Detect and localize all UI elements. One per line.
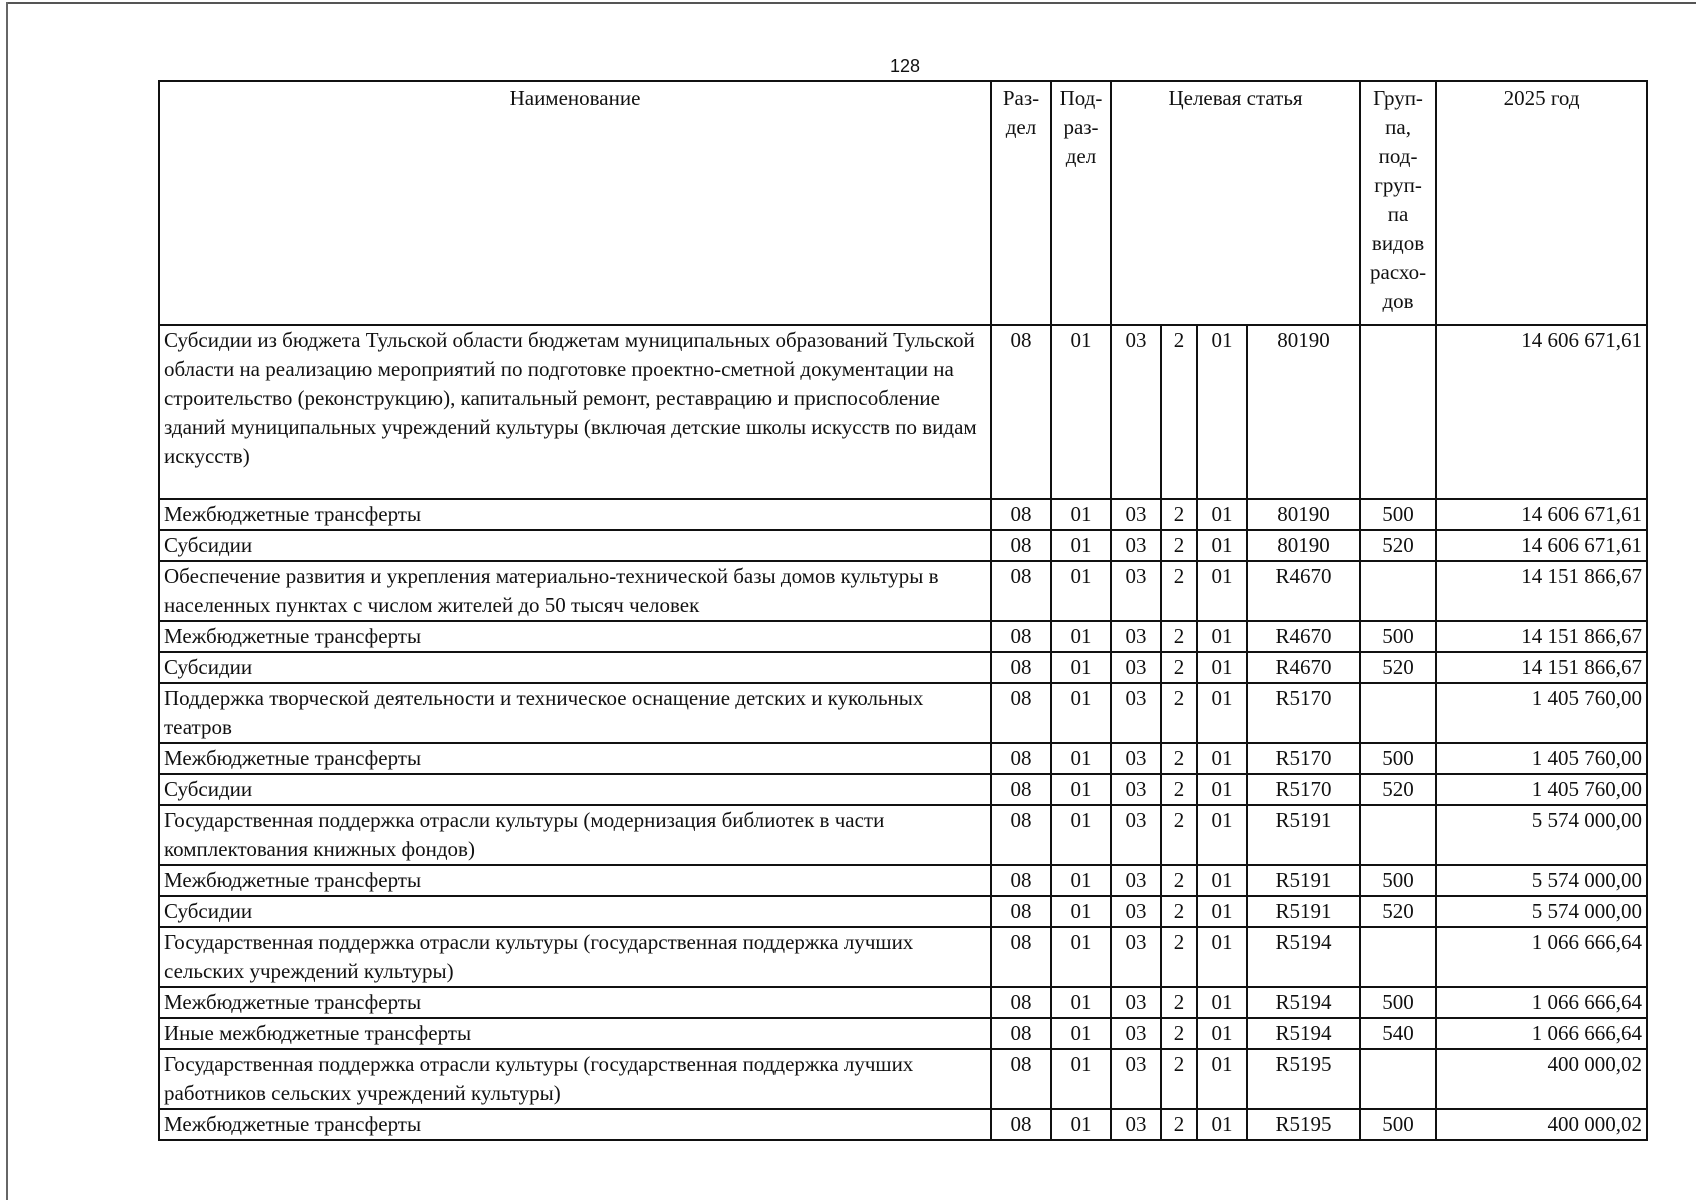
header-podrazdel: Под- раз- дел [1051,81,1111,325]
row-target-type: 2 [1161,621,1197,652]
row-target-program: 03 [1111,1018,1161,1049]
row-name: Межбюджетные трансферты [159,1109,991,1140]
table-body [159,325,1647,1140]
row-name: Иные межбюджетные трансферты [159,1018,991,1049]
row-amount: 1 405 760,00 [1436,743,1647,774]
row-razdel: 08 [991,683,1051,743]
table-row [159,325,1647,499]
row-razdel: 08 [991,652,1051,683]
row-target-type: 2 [1161,927,1197,987]
row-razdel: 08 [991,896,1051,927]
row-target-type: 2 [1161,325,1197,499]
row-target-direction: R5170 [1247,774,1360,805]
row-target-subprogram: 01 [1197,621,1247,652]
table-header-row [159,81,1647,325]
row-target-subprogram: 01 [1197,774,1247,805]
row-target-program: 03 [1111,1049,1161,1109]
scan-border-left [6,2,8,1200]
row-target-direction: R5191 [1247,865,1360,896]
row-podrazdel: 01 [1051,621,1111,652]
row-target-type: 2 [1161,530,1197,561]
row-name: Межбюджетные трансферты [159,987,991,1018]
header-expense-group: Груп- па, под- груп- па видов расхо- дов [1360,81,1436,325]
table-row [159,896,1647,927]
row-target-direction: R5170 [1247,683,1360,743]
row-name: Государственная поддержка отрасли культуры (государственная поддержка лучших сельских учреждений культуры) [159,927,991,987]
row-target-program: 03 [1111,683,1161,743]
row-amount: 14 151 866,67 [1436,621,1647,652]
row-target-subprogram: 01 [1197,896,1247,927]
row-podrazdel: 01 [1051,987,1111,1018]
row-target-subprogram: 01 [1197,499,1247,530]
row-target-program: 03 [1111,621,1161,652]
row-target-direction: R5194 [1247,1018,1360,1049]
table-row [159,530,1647,561]
row-amount: 14 606 671,61 [1436,530,1647,561]
row-target-type: 2 [1161,805,1197,865]
row-amount: 5 574 000,00 [1436,896,1647,927]
row-amount: 5 574 000,00 [1436,805,1647,865]
row-expense-group: 520 [1360,652,1436,683]
row-target-type: 2 [1161,652,1197,683]
row-target-subprogram: 01 [1197,325,1247,499]
row-target-subprogram: 01 [1197,805,1247,865]
row-target-subprogram: 01 [1197,1109,1247,1140]
row-target-program: 03 [1111,774,1161,805]
row-name: Государственная поддержка отрасли культуры (государственная поддержка лучших работников сельских учреждений культуры) [159,1049,991,1109]
row-podrazdel: 01 [1051,499,1111,530]
row-name: Межбюджетные трансферты [159,865,991,896]
row-amount: 14 151 866,67 [1436,561,1647,621]
row-razdel: 08 [991,987,1051,1018]
header-target-article: Целевая статья [1111,81,1360,325]
row-podrazdel: 01 [1051,743,1111,774]
row-name: Субсидии [159,652,991,683]
row-razdel: 08 [991,805,1051,865]
row-target-subprogram: 01 [1197,865,1247,896]
row-expense-group: 520 [1360,896,1436,927]
row-expense-group [1360,805,1436,865]
row-target-direction: R5194 [1247,987,1360,1018]
row-amount: 1 405 760,00 [1436,683,1647,743]
row-expense-group [1360,325,1436,499]
row-target-direction: R5195 [1247,1049,1360,1109]
row-podrazdel: 01 [1051,896,1111,927]
row-razdel: 08 [991,1049,1051,1109]
row-target-program: 03 [1111,805,1161,865]
row-target-program: 03 [1111,865,1161,896]
row-target-type: 2 [1161,561,1197,621]
row-podrazdel: 01 [1051,865,1111,896]
row-podrazdel: 01 [1051,325,1111,499]
row-target-program: 03 [1111,987,1161,1018]
row-podrazdel: 01 [1051,683,1111,743]
row-podrazdel: 01 [1051,561,1111,621]
row-name: Поддержка творческой деятельности и техническое оснащение детских и кукольных театров [159,683,991,743]
header-year-2025: 2025 год [1436,81,1647,325]
row-target-subprogram: 01 [1197,927,1247,987]
row-target-program: 03 [1111,927,1161,987]
row-name: Обеспечение развития и укрепления материально-технической базы домов культуры в населенных пунктах с числом жителей до 50 тысяч человек [159,561,991,621]
row-name: Межбюджетные трансферты [159,621,991,652]
table-row [159,561,1647,621]
row-target-direction: R5170 [1247,743,1360,774]
header-name: Наименование [159,81,991,325]
row-target-subprogram: 01 [1197,652,1247,683]
table-row [159,652,1647,683]
table-row [159,683,1647,743]
row-podrazdel: 01 [1051,1018,1111,1049]
row-podrazdel: 01 [1051,1109,1111,1140]
row-target-subprogram: 01 [1197,530,1247,561]
row-target-type: 2 [1161,499,1197,530]
table-row [159,1049,1647,1109]
row-podrazdel: 01 [1051,1049,1111,1109]
row-target-direction: R5195 [1247,1109,1360,1140]
row-target-type: 2 [1161,896,1197,927]
table-row [159,621,1647,652]
row-expense-group [1360,561,1436,621]
row-podrazdel: 01 [1051,805,1111,865]
row-name: Межбюджетные трансферты [159,743,991,774]
row-target-direction: 80190 [1247,499,1360,530]
row-target-program: 03 [1111,561,1161,621]
table-row [159,987,1647,1018]
row-target-program: 03 [1111,743,1161,774]
row-target-direction: R4670 [1247,561,1360,621]
row-target-program: 03 [1111,499,1161,530]
row-amount: 5 574 000,00 [1436,865,1647,896]
row-target-program: 03 [1111,530,1161,561]
row-expense-group: 520 [1360,774,1436,805]
row-target-direction: 80190 [1247,530,1360,561]
table-row [159,927,1647,987]
row-expense-group: 500 [1360,987,1436,1018]
row-target-type: 2 [1161,865,1197,896]
row-razdel: 08 [991,1018,1051,1049]
row-podrazdel: 01 [1051,927,1111,987]
row-target-type: 2 [1161,743,1197,774]
row-podrazdel: 01 [1051,652,1111,683]
row-razdel: 08 [991,325,1051,499]
table-row [159,1109,1647,1140]
row-amount: 1 405 760,00 [1436,774,1647,805]
header-razdel: Раз- дел [991,81,1051,325]
row-amount: 1 066 666,64 [1436,1018,1647,1049]
row-razdel: 08 [991,927,1051,987]
row-amount: 14 151 866,67 [1436,652,1647,683]
row-amount: 400 000,02 [1436,1109,1647,1140]
row-expense-group: 520 [1360,530,1436,561]
row-expense-group: 500 [1360,499,1436,530]
row-target-subprogram: 01 [1197,743,1247,774]
row-target-subprogram: 01 [1197,987,1247,1018]
row-name: Субсидии [159,896,991,927]
row-name: Государственная поддержка отрасли культуры (модернизация библиотек в части комплектования книжных фондов) [159,805,991,865]
row-razdel: 08 [991,743,1051,774]
row-target-type: 2 [1161,1109,1197,1140]
row-amount: 400 000,02 [1436,1049,1647,1109]
page-number: 128 [889,56,921,76]
row-expense-group: 500 [1360,1109,1436,1140]
row-name: Субсидии из бюджета Тульской области бюджетам муниципальных образований Тульской области на реализацию мероприятий по подготовке проектно-сметной документации на строительство (реконструкцию), капитальный ремонт, реставрацию и приспособление зданий муниципальных учреждений культуры (включая детские школы искусств по видам искусств) [159,325,991,499]
row-target-type: 2 [1161,1018,1197,1049]
row-target-type: 2 [1161,683,1197,743]
row-razdel: 08 [991,774,1051,805]
row-razdel: 08 [991,499,1051,530]
row-target-subprogram: 01 [1197,1049,1247,1109]
row-amount: 1 066 666,64 [1436,987,1647,1018]
row-amount: 1 066 666,64 [1436,927,1647,987]
row-target-direction: R5191 [1247,805,1360,865]
row-expense-group: 500 [1360,621,1436,652]
scan-border-top [6,2,1696,4]
budget-table [158,80,1648,1141]
row-expense-group [1360,683,1436,743]
row-target-program: 03 [1111,1109,1161,1140]
row-expense-group: 500 [1360,743,1436,774]
row-razdel: 08 [991,530,1051,561]
row-expense-group: 540 [1360,1018,1436,1049]
row-target-type: 2 [1161,1049,1197,1109]
row-name: Субсидии [159,530,991,561]
row-target-direction: R4670 [1247,652,1360,683]
row-target-direction: R5191 [1247,896,1360,927]
row-razdel: 08 [991,621,1051,652]
row-name: Субсидии [159,774,991,805]
table-row [159,805,1647,865]
row-target-subprogram: 01 [1197,561,1247,621]
row-amount: 14 606 671,61 [1436,499,1647,530]
row-target-program: 03 [1111,325,1161,499]
table-row [159,865,1647,896]
row-expense-group: 500 [1360,865,1436,896]
table-row [159,774,1647,805]
row-expense-group [1360,927,1436,987]
row-podrazdel: 01 [1051,774,1111,805]
row-target-program: 03 [1111,652,1161,683]
row-razdel: 08 [991,1109,1051,1140]
row-razdel: 08 [991,865,1051,896]
table-row [159,743,1647,774]
row-podrazdel: 01 [1051,530,1111,561]
table-row [159,499,1647,530]
row-target-subprogram: 01 [1197,683,1247,743]
row-name: Межбюджетные трансферты [159,499,991,530]
row-target-type: 2 [1161,774,1197,805]
row-target-program: 03 [1111,896,1161,927]
table-row [159,1018,1647,1049]
row-target-subprogram: 01 [1197,1018,1247,1049]
row-target-direction: R5194 [1247,927,1360,987]
row-amount: 14 606 671,61 [1436,325,1647,499]
row-target-direction: R4670 [1247,621,1360,652]
row-razdel: 08 [991,561,1051,621]
row-target-type: 2 [1161,987,1197,1018]
row-expense-group [1360,1049,1436,1109]
row-target-direction: 80190 [1247,325,1360,499]
